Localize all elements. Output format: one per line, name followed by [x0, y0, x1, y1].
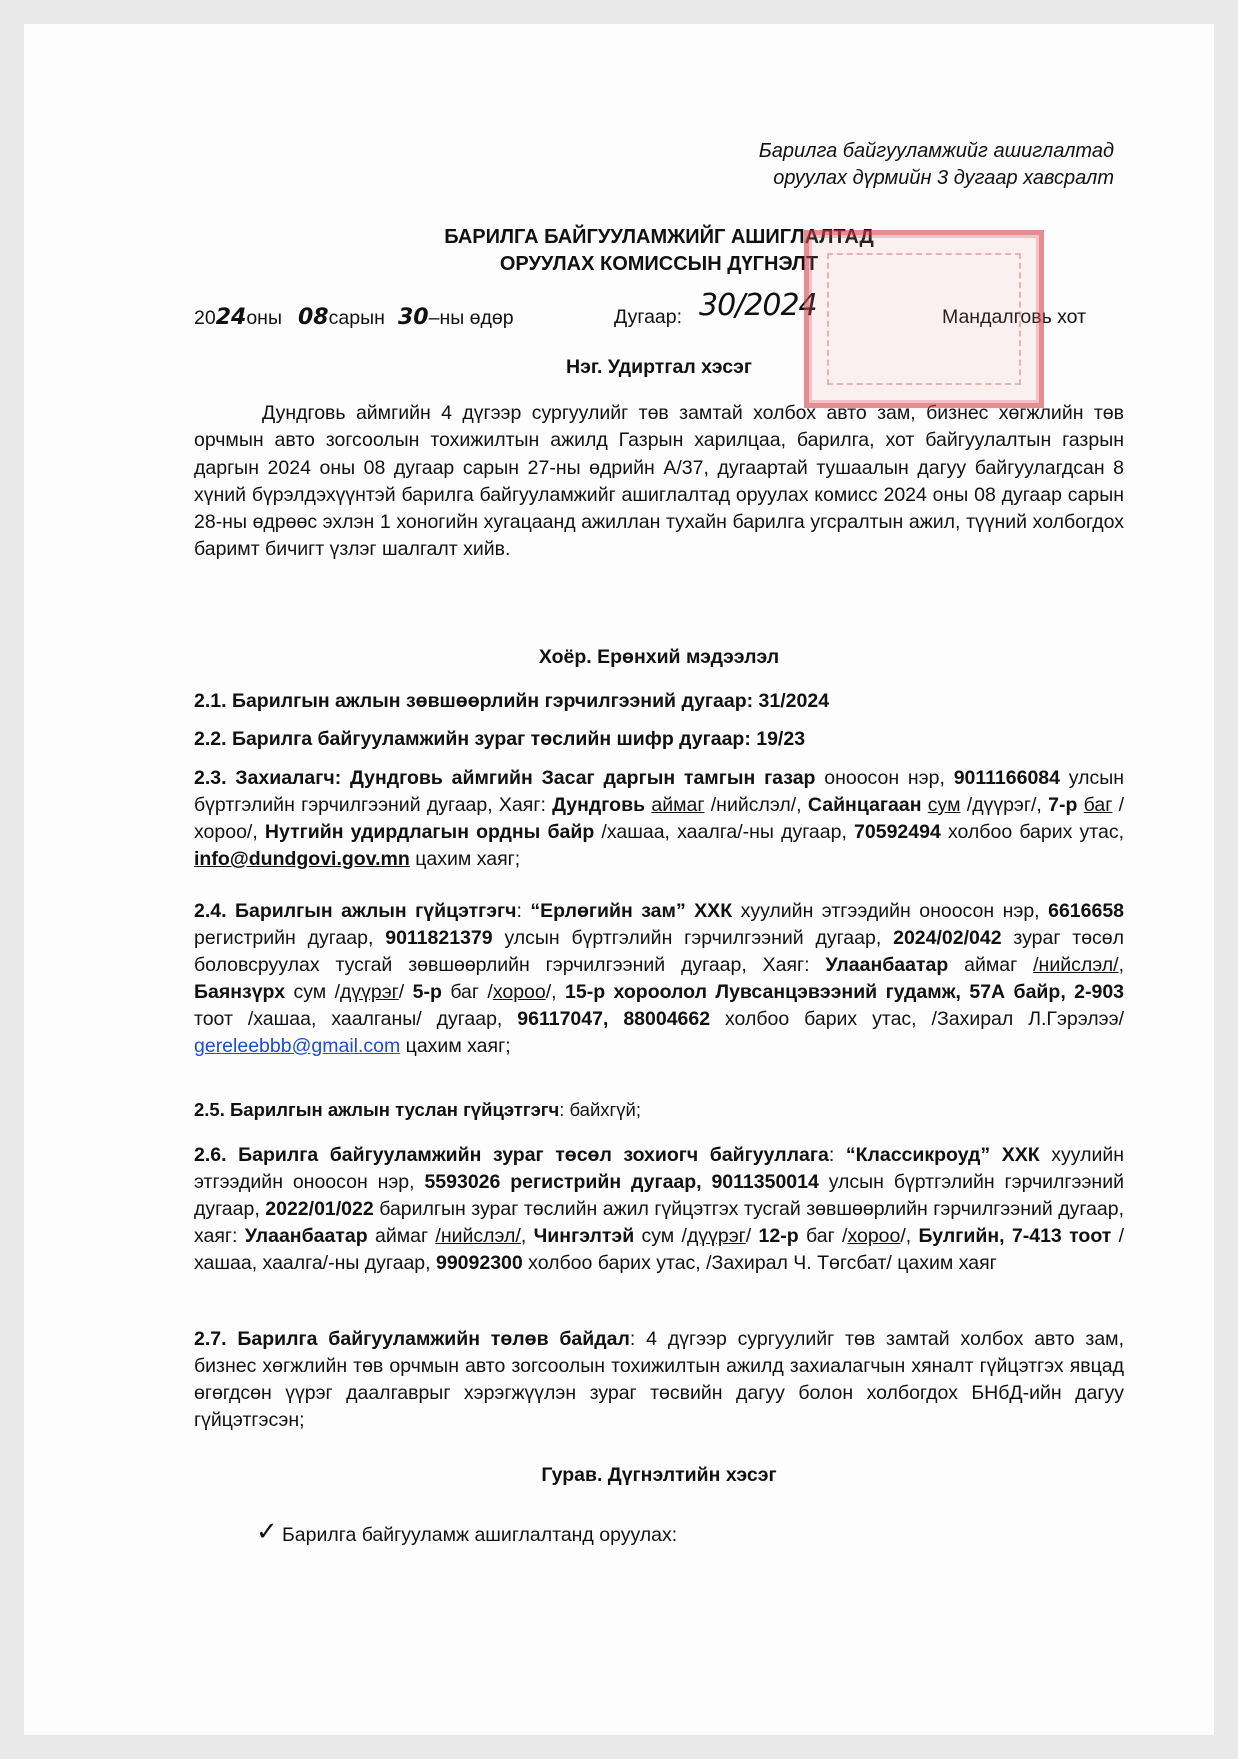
date-month: 08сарын [298, 305, 385, 330]
customer-email-link[interactable]: info@dundgovi.gov.mn [194, 848, 410, 870]
contractor-email-link[interactable]: gereleebbb@gmail.com [194, 1035, 401, 1057]
handwritten-year: 24 [215, 305, 247, 330]
annex-line-1: Барилга байгууламжийг ашиглалтад [758, 140, 1114, 162]
section-2-heading: Хоёр. Ерөнхий мэдээлэл [538, 646, 780, 668]
handwritten-day: 30 [398, 305, 429, 330]
section-1-heading: Нэг. Удиртгал хэсэг [566, 356, 752, 378]
item-2-2: 2.2. Барилга байгууламжийн зураг төслийн шифр дугаар: 19/23 [194, 728, 806, 750]
date-year: 2024оны [194, 305, 282, 330]
conclusion-item-text: Барилга байгууламж ашиглалтанд оруулах: [282, 1524, 678, 1546]
item-2-3: 2.3. Захиалагч: Дундговь аймгийн Засаг даргын тамгын газар оноосон нэр, 9011166084 улсын бүртгэлийн гэрчилгээний дугаар, Хаяг: Дундговь аймаг /нийслэл/, Сайнцагаан сум /дүүрэг/, 7-р баг /хороо/, Нутгийн удирдлагын ордны байр /хашаа, хаалга/-ны дугаар, 70592494 холбоо барих утас, info@dundgovi.gov.mn цахим хаяг; [194, 767, 1125, 870]
doc-number-label: Дугаар: [614, 306, 683, 328]
handwritten-doc-number: 30/2024 [699, 288, 817, 323]
title-line-2: ОРУУЛАХ КОМИССЫН ДҮГНЭЛТ [499, 253, 819, 275]
item-2-4: 2.4. Барилгын ажлын гүйцэтгэгч: “Ерлөгийн зам” ХХК хуулийн этгээдийн оноосон нэр, 6616658 регистрийн дугаар, 9011821379 улсын бүртгэлийн гэрчилгээний дугаар, 2024/02/042 зураг төсөл боловсруулах тусгай зөвшөөрлийн гэрчилгээний дугаар, Хаяг: Улаанбаатар аймаг /нийслэл/, Баянзүрх сум /дүүрэг/ 5-р баг /хороо/, 15-р хороолол Лувсанцэвээний гудамж, 57А байр, 2-903 тоот /хашаа, хаалганы/ дугаар, 96117047, 88004662 холбоо барих утас, /Захирал Л.Гэрэлээ/ gereleebbb@gmail.com цахим хаяг; [194, 900, 1125, 1057]
section-1-text: Дундговь аймгийн 4 дүгээр сургуулийг төв замтай холбох авто зам, бизнес хөгжлийн төв орчмын авто зогсоолын тохижилтын ажилд Газрын харилцаа, барилга, хот байгуулалтын газрын даргын 2024 оны 08 дугаар сарын 27-ны өдрийн А/37, дугаартай тушаалын дагуу байгуулагдсан 8 хүний бүрэлдэхүүнтэй барилга байгууламжийг ашиглалтад оруулах комисс 2024 оны 08 дугаар сарын 28-ны өдрөөс эхлэн 1 хоногийн хугацаанд ажиллан тухайн барилга угсралтын ажил, түүний холбогдох баримт бичигт үзлэг шалгалт хийв. [194, 402, 1124, 561]
section-3-heading: Гурав. Дүгнэлтийн хэсэг [541, 1464, 777, 1486]
item-2-7: 2.7. Барилга байгууламжийн төлөв байдал: 4 дүгээр сургуулийг төв замтай холбох авто зам, бизнес хөгжлийн төв орчмын авто зогсоолын тохижилтын ажилд захиалагчын хяналт гүйцэтгэх явцад өгөгдсөн үүрэг даалгаврыг хэрэгжүүлэн зураг төсвийн дагуу болон холбогдох БНбД-ийн дагуу гүйцэтгэсэн; [194, 1328, 1124, 1431]
date-line [194, 288, 1124, 332]
handwritten-month: 08 [298, 305, 329, 330]
item-2-5: 2.5. Барилгын ажлын туслан гүйцэтгэгч: байхгүй; [194, 1099, 642, 1120]
annex-note [759, 138, 1114, 192]
item-2-1: 2.1. Барилгын ажлын зөвшөөрлийн гэрчилгээний дугаар: 31/2024 [194, 690, 830, 712]
document-title [194, 224, 1124, 278]
conclusion-item [194, 1517, 1124, 1552]
document-page [24, 24, 1214, 1735]
annex-line-2: оруулах дүрмийн 3 дугаар хавсралт [773, 167, 1114, 189]
item-2-6: 2.6. Барилга байгууламжийн зураг төсөл зохиогч байгууллага: “Классикроуд” ХХК хуулийн этгээдийн оноосон нэр, 5593026 регистрийн дугаар, 9011350014 улсын бүртгэлийн гэрчилгээний дугаар, 2022/01/022 барилгын зураг төслийн ажил гүйцэтгэх тусгай зөвшөөрлийн гэрчилгээний дугаар, хаяг: Улаанбаатар аймаг /нийслэл/, Чингэлтэй сум /дүүрэг/ 12-р баг /хороо/, Булгийн, 7-413 тоот /хашаа, хаалга/-ны дугаар, 99092300 холбоо барих утас, /Захирал Ч. Төгсбат/ цахим хаяг [194, 1144, 1125, 1274]
place: Мандалговь хот [942, 306, 1087, 328]
check-mark-icon: ✓ [256, 1517, 278, 1547]
date-day: 30–ны өдөр [398, 305, 514, 330]
title-line-1: БАРИЛГА БАЙГУУЛАМЖИЙГ АШИГЛАЛТАД [444, 226, 874, 248]
